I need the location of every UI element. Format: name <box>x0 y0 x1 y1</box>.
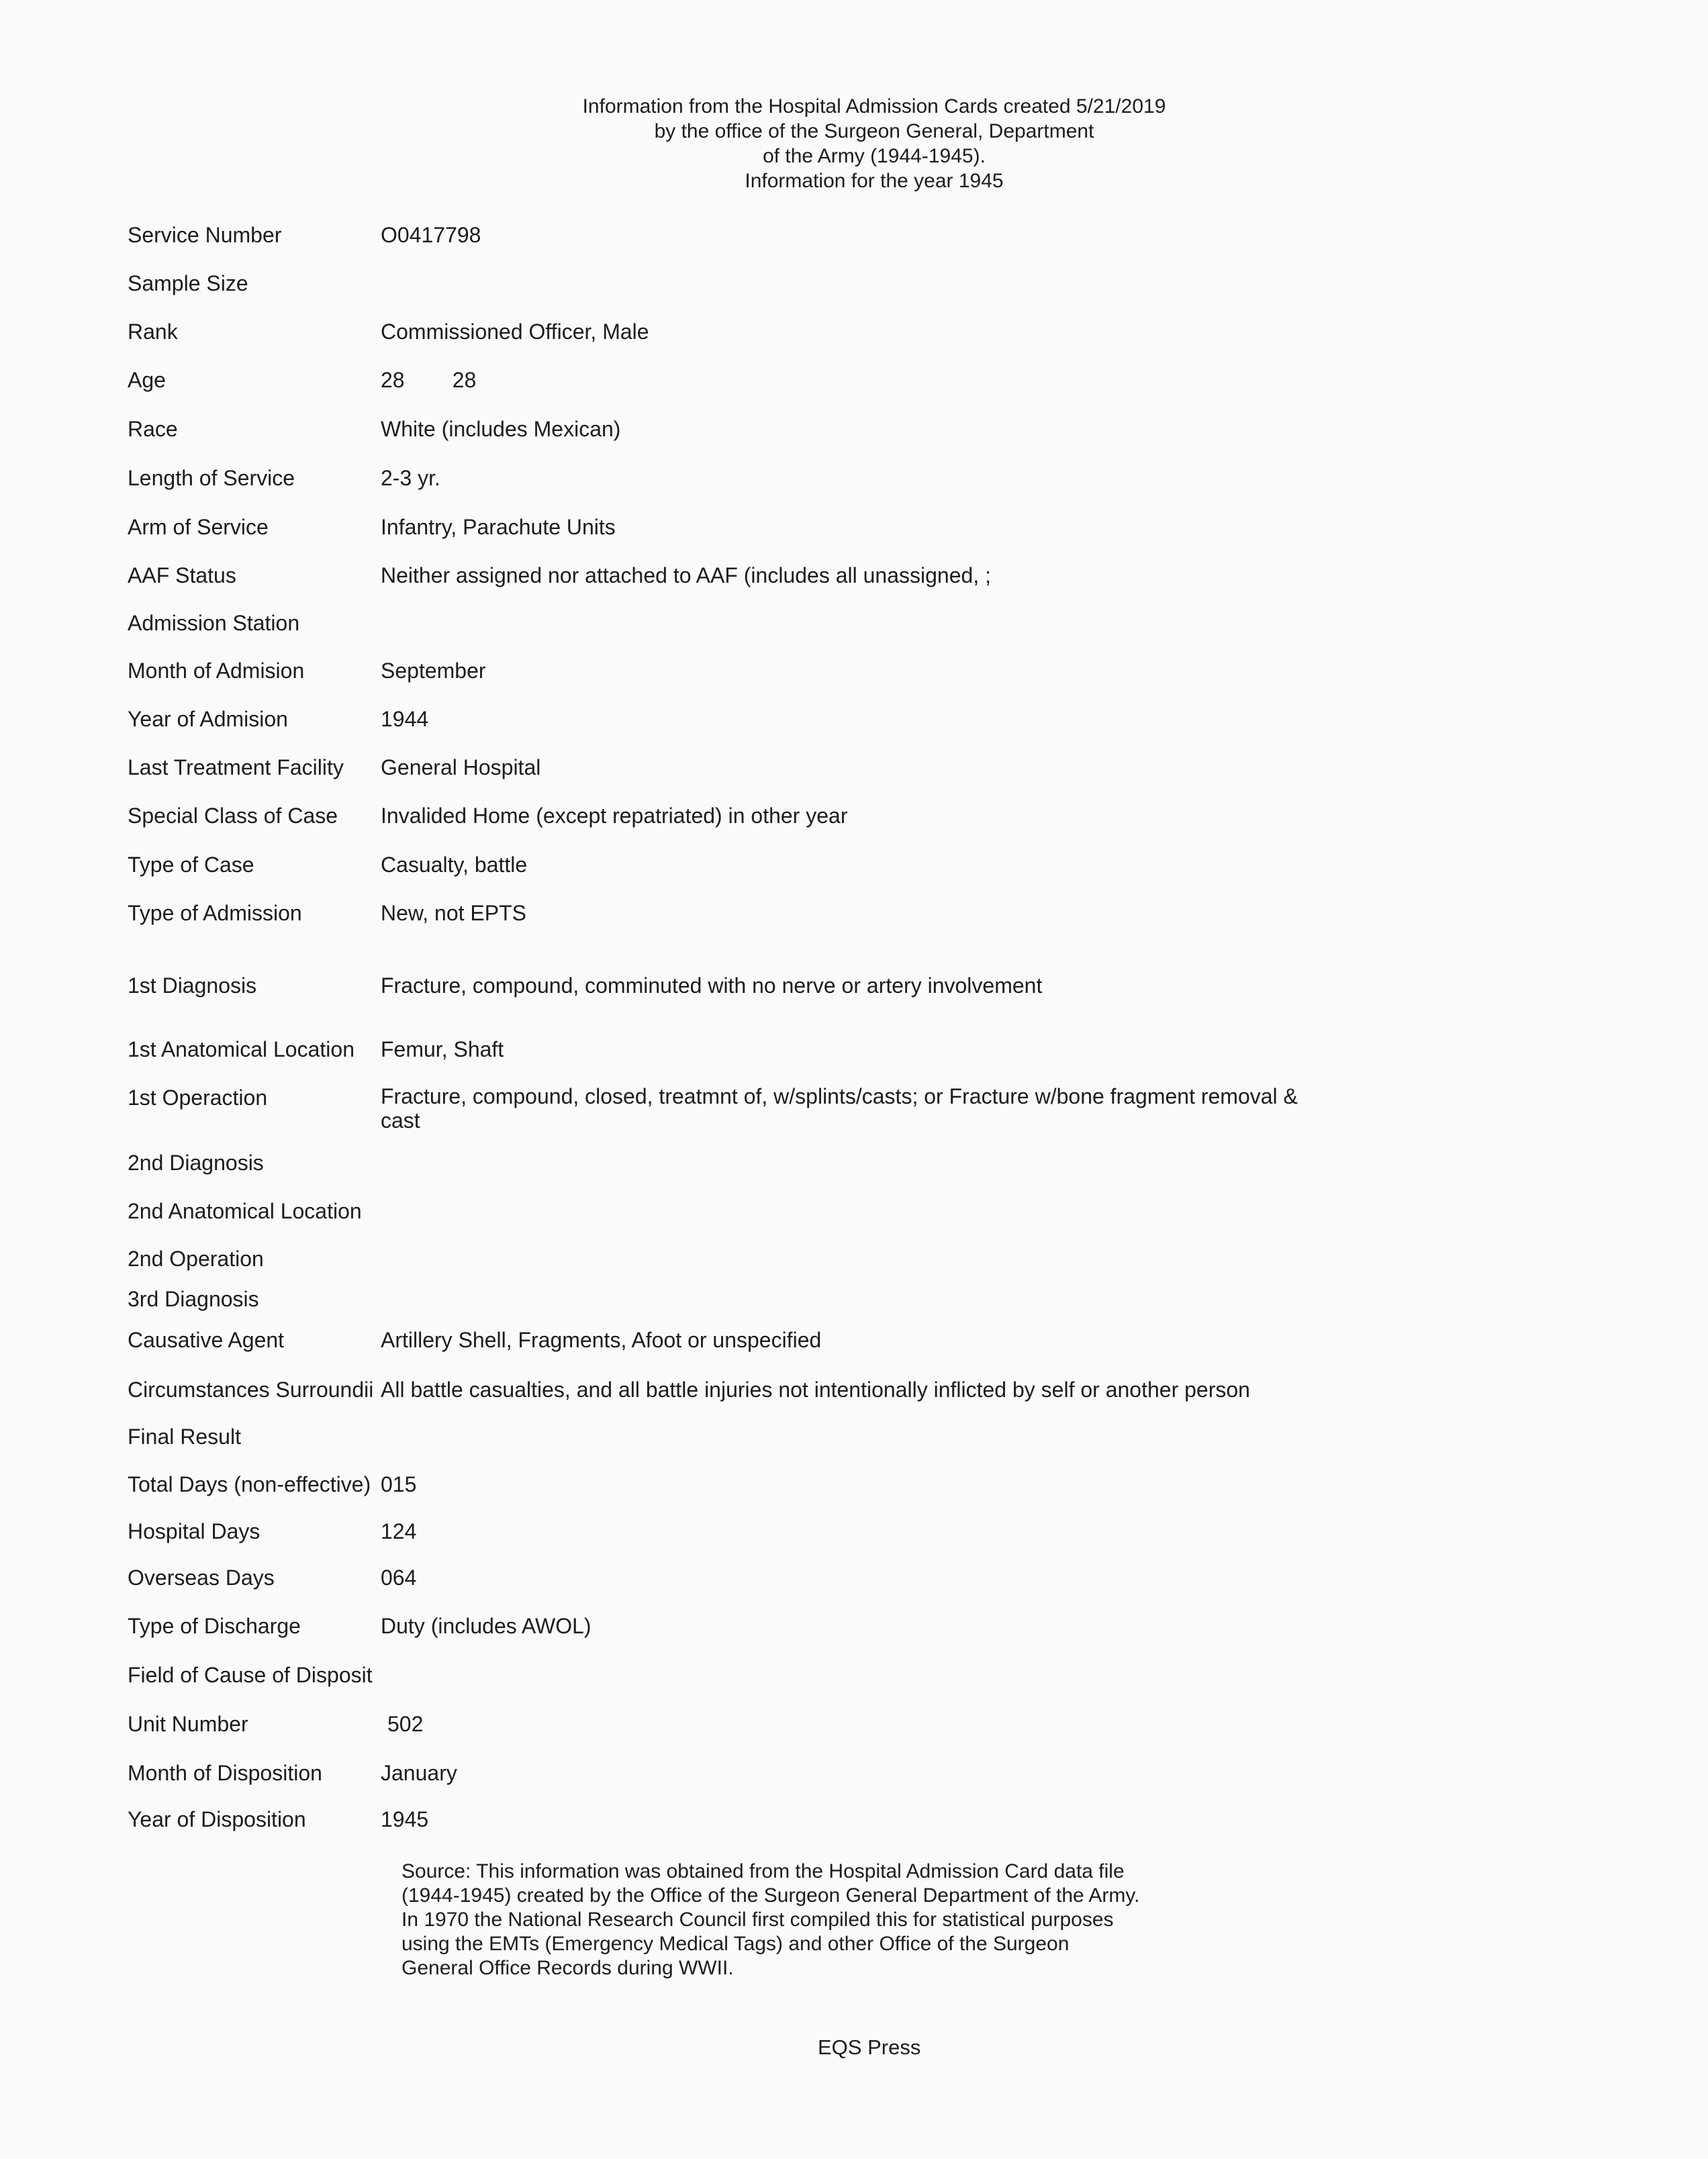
field-value: O0417798 <box>381 223 481 247</box>
field-label: Age <box>128 368 166 392</box>
field-row-aaf-status <box>0 562 1708 595</box>
field-label: Field of Cause of Disposit <box>128 1663 373 1687</box>
publisher-footer: EQS Press <box>818 2035 921 2059</box>
field-row-last-treatment-facility <box>0 754 1708 787</box>
field-label: AAF Status <box>128 563 236 587</box>
field-label: Last Treatment Facility <box>128 755 344 779</box>
field-row-1st-diagnosis <box>0 972 1708 1006</box>
field-value: 064 <box>381 1566 417 1590</box>
field-value: General Hospital <box>381 755 541 779</box>
field-label: Month of Admision <box>128 659 305 683</box>
field-row-rank <box>0 318 1708 352</box>
field-value: New, not EPTS <box>381 901 526 925</box>
field-label: Total Days (non-effective) <box>128 1472 371 1496</box>
field-row-causative-agent <box>0 1327 1708 1360</box>
field-value: January <box>381 1761 457 1785</box>
field-label: Year of Admision <box>128 707 288 731</box>
field-row-length-of-service <box>0 465 1708 498</box>
header-line-1: Information from the Hospital Admission Cards created 5/21/2019 <box>582 95 1166 117</box>
field-label: Special Class of Case <box>128 804 338 828</box>
field-row-2nd-diagnosis <box>0 1149 1708 1183</box>
field-row-month-of-disposition <box>0 1760 1708 1793</box>
field-label: Causative Agent <box>128 1328 285 1352</box>
field-label: Unit Number <box>128 1712 248 1736</box>
field-value: 2-3 yr. <box>381 466 440 490</box>
source-note: Source: This information was obtained from the Hospital Admission Card data file (1944-1945) created by the Office of the Surgeon General Department of the Army. In 1970 the National Research Council first compiled this for statistical purposes using the EMTs (Emergency Medical Tags) and other Office of the Surgeon General Office Records during WWII. <box>401 1860 1140 1979</box>
header-line-2: by the office of the Surgeon General, Department <box>654 120 1094 142</box>
field-value: Artillery Shell, Fragments, Afoot or unspecified <box>381 1328 822 1352</box>
field-row-unit-number <box>0 1711 1708 1744</box>
field-label: Type of Admission <box>128 901 302 925</box>
field-row-circumstances <box>0 1376 1708 1410</box>
field-row-2nd-anatomical-location <box>0 1198 1708 1231</box>
field-row-service-number <box>0 222 1708 255</box>
field-row-field-of-cause <box>0 1662 1708 1695</box>
field-label: Year of Disposition <box>128 1807 306 1831</box>
field-row-year-of-disposition <box>0 1806 1708 1839</box>
field-value: Casualty, battle <box>381 853 528 877</box>
field-row-final-result <box>0 1423 1708 1457</box>
field-value: All battle casualties, and all battle injuries not intentionally inflicted by self or another person <box>381 1378 1250 1402</box>
field-label: Hospital Days <box>128 1519 260 1543</box>
field-label: Length of Service <box>128 466 295 490</box>
field-label: 2nd Diagnosis <box>128 1151 264 1175</box>
field-value: Femur, Shaft <box>381 1037 504 1061</box>
field-label: 1st Diagnosis <box>128 973 257 998</box>
field-row-1st-operaction <box>0 1084 1708 1145</box>
field-label: Final Result <box>128 1425 241 1449</box>
field-value: Neither assigned nor attached to AAF (includes all unassigned, ; <box>381 563 991 587</box>
field-label: Admission Station <box>128 611 300 635</box>
field-row-total-days <box>0 1471 1708 1504</box>
field-row-type-of-discharge <box>0 1613 1708 1646</box>
field-label: 2nd Operation <box>128 1247 264 1271</box>
field-row-age <box>0 367 1708 400</box>
field-row-arm-of-service <box>0 514 1708 547</box>
field-label: 3rd Diagnosis <box>128 1287 259 1311</box>
field-value: Invalided Home (except repatriated) in other year <box>381 804 848 828</box>
field-label: Race <box>128 417 178 441</box>
header-line-4: Information for the year 1945 <box>745 170 1004 192</box>
field-label: Sample Size <box>128 271 248 295</box>
field-row-3rd-diagnosis <box>0 1286 1708 1319</box>
field-row-type-of-admission <box>0 900 1708 933</box>
field-value: 015 <box>381 1472 417 1496</box>
field-label: Arm of Service <box>128 515 269 539</box>
field-value: 502 <box>387 1712 424 1736</box>
field-row-2nd-operation <box>0 1245 1708 1279</box>
field-value: Fracture, compound, closed, treatmnt of, w/splints/casts; or Fracture w/bone fragment removal & cast <box>381 1084 1298 1133</box>
field-value: Infantry, Parachute Units <box>381 515 616 539</box>
field-label: Type of Case <box>128 853 254 877</box>
field-label: 2nd Anatomical Location <box>128 1199 362 1223</box>
field-label: Type of Discharge <box>128 1614 301 1638</box>
field-row-race <box>0 416 1708 449</box>
field-value: September <box>381 659 486 683</box>
field-value: Duty (includes AWOL) <box>381 1614 591 1638</box>
field-label: Circumstances Surroundii <box>128 1378 374 1402</box>
field-label: Rank <box>128 320 178 344</box>
field-value: Commissioned Officer, Male <box>381 320 649 344</box>
field-row-type-of-case <box>0 851 1708 885</box>
field-row-overseas-days <box>0 1564 1708 1598</box>
field-label: Month of Disposition <box>128 1761 322 1785</box>
field-row-sample-size <box>0 270 1708 303</box>
field-value: 1944 <box>381 707 429 731</box>
field-label: 1st Operaction <box>128 1086 268 1110</box>
field-row-admission-station <box>0 610 1708 643</box>
field-label: 1st Anatomical Location <box>128 1037 354 1061</box>
field-value: 28 28 <box>381 368 477 392</box>
header-line-3: of the Army (1944-1945). <box>763 145 986 167</box>
field-value: 1945 <box>381 1807 429 1831</box>
field-label: Overseas Days <box>128 1566 275 1590</box>
field-row-special-class-of-case <box>0 802 1708 836</box>
field-label: Service Number <box>128 223 282 247</box>
field-row-1st-anatomical-location <box>0 1036 1708 1069</box>
field-value: Fracture, compound, comminuted with no nerve or artery involvement <box>381 973 1043 998</box>
field-value: White (includes Mexican) <box>381 417 621 441</box>
field-value: 124 <box>381 1519 417 1543</box>
field-row-hospital-days <box>0 1518 1708 1551</box>
field-row-month-of-admision <box>0 657 1708 691</box>
document-header <box>0 94 1708 193</box>
field-row-year-of-admision <box>0 706 1708 739</box>
